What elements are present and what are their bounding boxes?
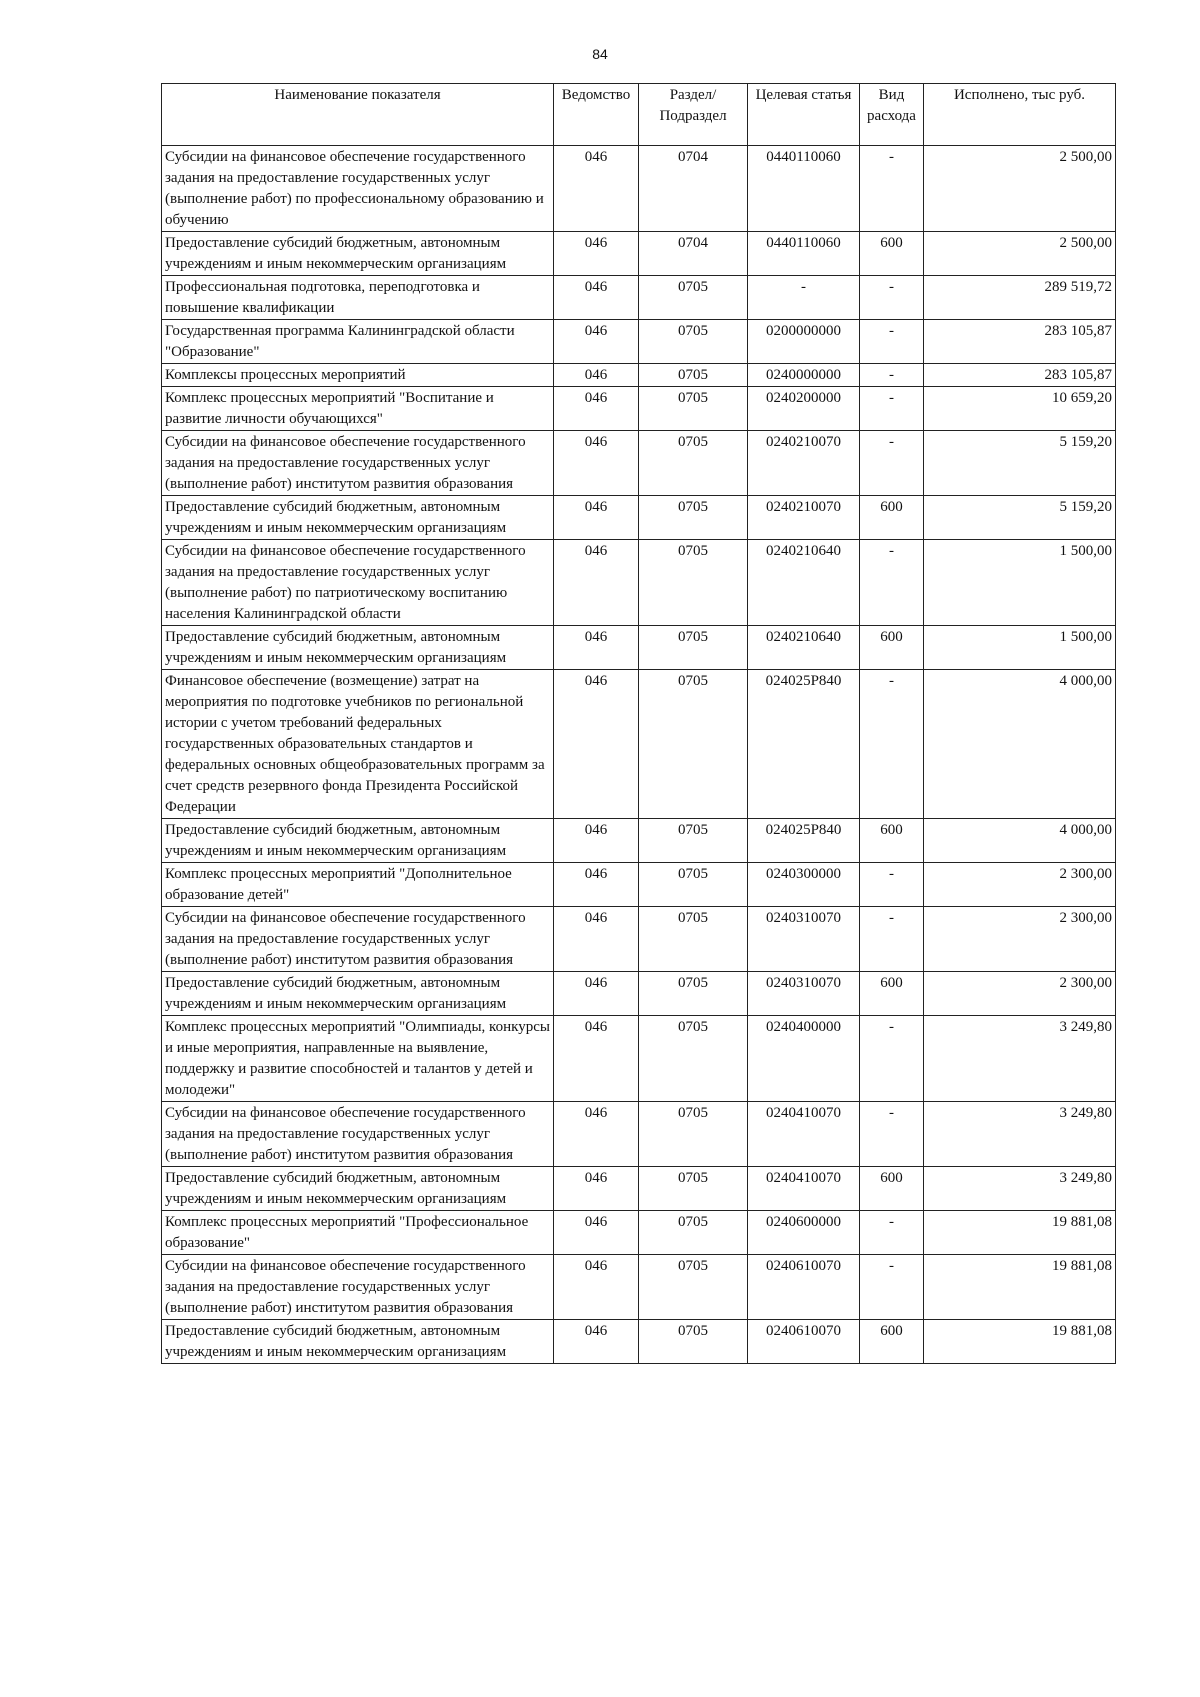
row-kind-cell: - [860,146,924,232]
row-department-cell: 046 [554,364,639,387]
row-kind-cell: - [860,276,924,320]
row-name-cell: Предоставление субсидий бюджетным, автономным учреждениям и иным некоммерческим организациям [162,496,554,540]
row-name-cell: Субсидии на финансовое обеспечение государственного задания на предоставление государственных услуг (выполнение работ) институтом развития образования [162,431,554,496]
table-row [162,972,1116,1016]
row-article-cell: 0240610070 [748,1320,860,1364]
row-section-cell: 0705 [639,1016,748,1102]
row-name-cell: Субсидии на финансовое обеспечение государственного задания на предоставление государственных услуг (выполнение работ) институтом развития образования [162,1255,554,1320]
row-name-cell: Субсидии на финансовое обеспечение государственного задания на предоставление государственных услуг (выполнение работ) по патриотическому воспитанию населения Калининградской области [162,540,554,626]
row-article-cell: 0240210070 [748,496,860,540]
row-amount-cell: 19 881,08 [924,1320,1116,1364]
row-amount-cell: 19 881,08 [924,1211,1116,1255]
header-article: Целевая статья [748,84,860,146]
row-kind-cell: - [860,1255,924,1320]
table-row [162,146,1116,232]
table-row [162,364,1116,387]
row-department-cell: 046 [554,819,639,863]
row-section-cell: 0705 [639,540,748,626]
row-kind-cell: 600 [860,972,924,1016]
row-department-cell: 046 [554,907,639,972]
table-row [162,1016,1116,1102]
row-article-cell: 0240310070 [748,907,860,972]
header-kind: Вид расхода [860,84,924,146]
row-name-cell: Предоставление субсидий бюджетным, автономным учреждениям и иным некоммерческим организациям [162,1320,554,1364]
row-department-cell: 046 [554,320,639,364]
row-amount-cell: 4 000,00 [924,819,1116,863]
row-department-cell: 046 [554,1167,639,1211]
row-department-cell: 046 [554,146,639,232]
row-article-cell: 0240000000 [748,364,860,387]
row-amount-cell: 3 249,80 [924,1016,1116,1102]
header-amount: Исполнено, тыс руб. [924,84,1116,146]
row-kind-cell: - [860,540,924,626]
row-kind-cell: - [860,907,924,972]
row-kind-cell: - [860,1102,924,1167]
row-section-cell: 0705 [639,1102,748,1167]
row-amount-cell: 1 500,00 [924,540,1116,626]
row-department-cell: 046 [554,670,639,819]
row-name-cell: Предоставление субсидий бюджетным, автономным учреждениям и иным некоммерческим организациям [162,626,554,670]
row-amount-cell: 2 500,00 [924,146,1116,232]
row-kind-cell: 600 [860,819,924,863]
row-article-cell: - [748,276,860,320]
row-amount-cell: 4 000,00 [924,670,1116,819]
row-amount-cell: 283 105,87 [924,320,1116,364]
row-article-cell: 0240210640 [748,540,860,626]
row-department-cell: 046 [554,1320,639,1364]
row-article-cell: 0240210640 [748,626,860,670]
row-amount-cell: 10 659,20 [924,387,1116,431]
row-amount-cell: 19 881,08 [924,1255,1116,1320]
row-department-cell: 046 [554,1016,639,1102]
row-section-cell: 0705 [639,431,748,496]
row-kind-cell: - [860,387,924,431]
row-article-cell: 0200000000 [748,320,860,364]
table-row [162,1167,1116,1211]
row-kind-cell: - [860,364,924,387]
row-department-cell: 046 [554,431,639,496]
row-section-cell: 0705 [639,1211,748,1255]
table-row [162,863,1116,907]
row-department-cell: 046 [554,387,639,431]
row-section-cell: 0705 [639,1167,748,1211]
row-name-cell: Субсидии на финансовое обеспечение государственного задания на предоставление государственных услуг (выполнение работ) институтом развития образования [162,907,554,972]
row-section-cell: 0705 [639,276,748,320]
row-department-cell: 046 [554,540,639,626]
row-section-cell: 0705 [639,819,748,863]
row-department-cell: 046 [554,1102,639,1167]
row-name-cell: Предоставление субсидий бюджетным, автономным учреждениям и иным некоммерческим организациям [162,819,554,863]
row-section-cell: 0705 [639,1320,748,1364]
row-name-cell: Предоставление субсидий бюджетным, автономным учреждениям и иным некоммерческим организациям [162,972,554,1016]
row-name-cell: Комплекс процессных мероприятий "Олимпиады, конкурсы и иные мероприятия, направленные на выявление, поддержку и развитие способностей и талантов у детей и молодежи" [162,1016,554,1102]
row-amount-cell: 3 249,80 [924,1102,1116,1167]
row-department-cell: 046 [554,972,639,1016]
row-amount-cell: 5 159,20 [924,496,1116,540]
row-name-cell: Предоставление субсидий бюджетным, автономным учреждениям и иным некоммерческим организациям [162,232,554,276]
table-row [162,670,1116,819]
expenditure-table [161,83,1116,1364]
row-amount-cell: 5 159,20 [924,431,1116,496]
row-article-cell: 0240210070 [748,431,860,496]
table-row [162,907,1116,972]
row-article-cell: 024025P840 [748,670,860,819]
row-amount-cell: 2 500,00 [924,232,1116,276]
row-kind-cell: 600 [860,496,924,540]
row-section-cell: 0705 [639,863,748,907]
table-row [162,819,1116,863]
page-number: 84 [592,46,608,62]
row-section-cell: 0704 [639,232,748,276]
row-section-cell: 0705 [639,496,748,540]
row-department-cell: 046 [554,626,639,670]
row-section-cell: 0705 [639,626,748,670]
table-row [162,1320,1116,1364]
row-article-cell: 0440110060 [748,232,860,276]
row-amount-cell: 2 300,00 [924,972,1116,1016]
table-row [162,540,1116,626]
row-name-cell: Субсидии на финансовое обеспечение государственного задания на предоставление государственных услуг (выполнение работ) по профессиональному образованию и обучению [162,146,554,232]
row-department-cell: 046 [554,232,639,276]
table-row [162,496,1116,540]
row-amount-cell: 2 300,00 [924,863,1116,907]
row-article-cell: 0240610070 [748,1255,860,1320]
header-name: Наименование показателя [162,84,554,146]
row-name-cell: Предоставление субсидий бюджетным, автономным учреждениям и иным некоммерческим организациям [162,1167,554,1211]
row-section-cell: 0705 [639,1255,748,1320]
table-row [162,1255,1116,1320]
row-amount-cell: 289 519,72 [924,276,1116,320]
row-article-cell: 024025P840 [748,819,860,863]
row-section-cell: 0705 [639,320,748,364]
row-section-cell: 0705 [639,907,748,972]
row-kind-cell: - [860,863,924,907]
row-kind-cell: 600 [860,1320,924,1364]
row-name-cell: Комплекс процессных мероприятий "Профессиональное образование" [162,1211,554,1255]
table-row [162,431,1116,496]
row-kind-cell: - [860,431,924,496]
row-amount-cell: 1 500,00 [924,626,1116,670]
row-name-cell: Комплекс процессных мероприятий "Воспитание и развитие личности обучающихся" [162,387,554,431]
table-row [162,276,1116,320]
row-name-cell: Финансовое обеспечение (возмещение) затрат на мероприятия по подготовке учебников по региональной истории с учетом требований федеральных государственных образовательных стандартов и федеральных основных общеобразовательных программ за счет средств резервного фонда Президента Российской Федерации [162,670,554,819]
table-body [162,146,1116,1364]
row-name-cell: Комплекс процессных мероприятий "Дополнительное образование детей" [162,863,554,907]
table-row [162,387,1116,431]
header-row [162,84,1116,146]
table-row [162,626,1116,670]
row-kind-cell: - [860,1211,924,1255]
row-name-cell: Субсидии на финансовое обеспечение государственного задания на предоставление государственных услуг (выполнение работ) институтом развития образования [162,1102,554,1167]
row-amount-cell: 2 300,00 [924,907,1116,972]
row-section-cell: 0704 [639,146,748,232]
header-department: Ведомство [554,84,639,146]
row-article-cell: 0240400000 [748,1016,860,1102]
row-department-cell: 046 [554,863,639,907]
row-article-cell: 0240300000 [748,863,860,907]
row-name-cell: Профессиональная подготовка, переподготовка и повышение квалификации [162,276,554,320]
row-article-cell: 0240410070 [748,1167,860,1211]
row-department-cell: 046 [554,1211,639,1255]
row-kind-cell: - [860,320,924,364]
table-row [162,232,1116,276]
row-section-cell: 0705 [639,364,748,387]
row-kind-cell: 600 [860,1167,924,1211]
row-article-cell: 0240310070 [748,972,860,1016]
table-row [162,1102,1116,1167]
row-article-cell: 0440110060 [748,146,860,232]
table-row [162,320,1116,364]
table-row [162,1211,1116,1255]
table-header [162,84,1116,146]
header-section: Раздел/ Подраздел [639,84,748,146]
row-article-cell: 0240200000 [748,387,860,431]
row-name-cell: Государственная программа Калининградской области "Образование" [162,320,554,364]
row-department-cell: 046 [554,1255,639,1320]
row-department-cell: 046 [554,276,639,320]
row-section-cell: 0705 [639,670,748,819]
row-section-cell: 0705 [639,387,748,431]
row-kind-cell: - [860,670,924,819]
row-kind-cell: 600 [860,626,924,670]
row-amount-cell: 3 249,80 [924,1167,1116,1211]
row-kind-cell: - [860,1016,924,1102]
row-section-cell: 0705 [639,972,748,1016]
row-name-cell: Комплексы процессных мероприятий [162,364,554,387]
row-article-cell: 0240410070 [748,1102,860,1167]
row-amount-cell: 283 105,87 [924,364,1116,387]
row-article-cell: 0240600000 [748,1211,860,1255]
row-kind-cell: 600 [860,232,924,276]
row-department-cell: 046 [554,496,639,540]
